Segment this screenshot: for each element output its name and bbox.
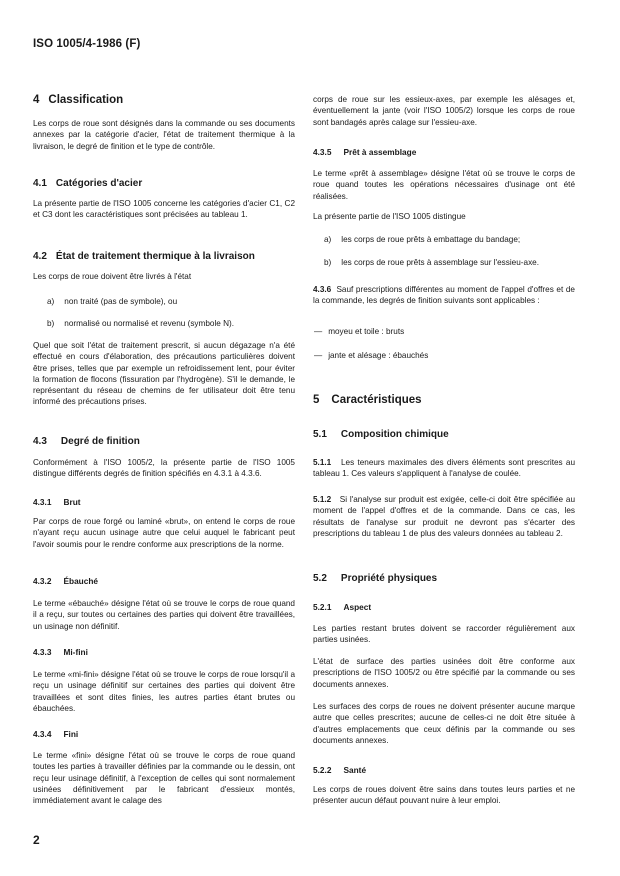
- list-item: — jante et alésage : ébauchés: [314, 351, 429, 360]
- section-5-2-1-heading: 5.2.1 Aspect: [313, 602, 372, 612]
- section-4-3-5-text: Le terme «prêt à assemblage» désigne l'état où se trouve le corps de roue quand toutes les opérations nécessaires d'usinage ont été réalisées.: [313, 169, 575, 201]
- list-item: b) normalisé ou normalisé et revenu (symbole N).: [47, 319, 235, 328]
- section-5-2-1-text-3: Les surfaces des corps de roues ne doivent présenter aucune marque autre que celles prescrites; aucune de celles-ci ne doit être située à d'autres emplacements que ceux définis par la commande ou ses documents annexes.: [313, 702, 575, 745]
- page-number: 2: [33, 833, 40, 847]
- section-4-3-2-heading: 4.3.2 Ébauché: [33, 576, 99, 586]
- section-4-3-text: Conformément à l'ISO 1005/2, la présente partie de l'ISO 1005 distingue différents degrés de finition spécifiés en 4.3.1 à 4.3.6.: [33, 458, 295, 479]
- section-5-2-2-text: Les corps de roues doivent être sains dans toutes leurs parties et ne présenter aucun défaut pouvant nuire à leur emploi.: [313, 785, 575, 806]
- section-4-2-heading: 4.2 État de traitement thermique à la livraison: [33, 251, 255, 262]
- section-4-heading: 4 Classification: [33, 94, 124, 106]
- section-4-3-1-text: Par corps de roue forgé ou laminé «brut», on entend le corps de roue n'ayant reçu aucun usinage autre que celui auquel le fabricant peut l'avoir soumis pour le rendre conforme aux prescriptions de la norme.: [33, 517, 295, 549]
- section-4-3-4-continued: corps de roue sur les essieux-axes, par exemple les alésages et, éventuellement la jante (voir l'ISO 1005/2) lorsque les corps de roue sont bandagés après calage sur l'essieu-axe.: [313, 95, 575, 127]
- section-4-text: Les corps de roue sont désignés dans la commande ou ses documents annexes par la catégorie d'acier, l'état de traitement thermique à la livraison, le degré de finition et le type de contrôle.: [33, 119, 295, 151]
- section-5-1-2-text: 5.1.2 Si l'analyse sur produit est exigée, celle-ci doit être spécifiée au moment de l'appel d'offres et de la commande. Dans ce cas, les résultats de l'analyse sur produit ne devront pas s'écarter des prescriptions du tableau 1 de plus des valeurs données au tableau 2.: [313, 495, 575, 538]
- section-4-3-3-heading: 4.3.3 Mi-fini: [33, 647, 88, 657]
- section-4-3-1-heading: 4.3.1 Brut: [33, 497, 81, 507]
- section-4-3-4-heading: 4.3.4 Fini: [33, 729, 79, 739]
- list-item: b) les corps de roue prêts à assemblage sur l'essieu-axe.: [324, 258, 539, 267]
- section-4-3-4-text: Le terme «fini» désigne l'état où se trouve le corps de roue quand toutes les parties à travailler définies par la commande ou le dessin, ont reçu leur usinage définitif, à l'exception de celles qui sont normalement usinées définitivement par le fabricant d'essieux montés, immédiatement avant le calage des: [33, 751, 295, 806]
- section-4-3-5-intro: La présente partie de l'ISO 1005 distingue: [313, 212, 466, 221]
- section-4-1-heading: 4.1 Catégories d'acier: [33, 178, 143, 189]
- section-5-2-1-text-2: L'état de surface des parties usinées doit être conforme aux prescriptions de l'ISO 1005/2 ou être spécifié par la commande ou ses documents annexes.: [313, 657, 575, 689]
- section-5-heading: 5 Caractéristiques: [313, 394, 422, 406]
- section-4-3-2-text: Le terme «ébauché» désigne l'état où se trouve le corps de roue quand il a reçu, sur toutes ou certaines des parties qui doivent être travaillées, un usinage non définitif.: [33, 599, 295, 631]
- section-5-2-2-heading: 5.2.2 Santé: [313, 765, 367, 775]
- section-4-3-5-heading: 4.3.5 Prêt à assemblage: [313, 147, 417, 157]
- section-5-1-heading: 5.1 Composition chimique: [313, 429, 449, 440]
- section-4-3-heading: 4.3 Degré de finition: [33, 436, 140, 447]
- section-4-3-6-text: 4.3.6 Sauf prescriptions différentes au moment de l'appel d'offres et de la commande, les degrés de finition suivants sont applicables :: [313, 285, 575, 306]
- list-item: a) non traité (pas de symbole), ou: [47, 297, 178, 306]
- list-item: — moyeu et toile : bruts: [314, 327, 405, 336]
- list-item: a) les corps de roue prêts à embattage du bandage;: [324, 235, 521, 244]
- section-4-2-intro: Les corps de roue doivent être livrés à l'état: [33, 272, 192, 281]
- section-5-2-1-text-1: Les parties restant brutes doivent se raccorder régulièrement aux parties usinées.: [313, 624, 575, 645]
- section-4-3-3-text: Le terme «mi-fini» désigne l'état où se trouve le corps de roue lorsqu'il a reçu un usinage définitif sur certaines des parties qui doivent être travaillées et sont dites finies, les autres parties étant brutes ou ébauchées.: [33, 670, 295, 713]
- document-header: ISO 1005/4-1986 (F): [33, 38, 141, 50]
- section-5-1-1-text: 5.1.1 Les teneurs maximales des divers éléments sont prescrites au tableau 1. Ces valeurs s'appliquent à l'analyse de coulée.: [313, 458, 575, 479]
- section-4-1-text: La présente partie de l'ISO 1005 concerne les catégories d'acier C1, C2 et C3 dont les caractéristiques sont précisées au tableau 1.: [33, 199, 295, 220]
- section-5-2-heading: 5.2 Propriété physiques: [313, 573, 438, 584]
- section-4-2-text: Quel que soit l'état de traitement prescrit, si aucun dégazage n'a été effectué en cours d'élaboration, des précautions particulières doivent être prises, telles que par exemple un refroidissement lent, pour éviter la formation de flocons (fissuration par l'hydrogène). S'il le demande, le représentant du réseau de chemins de fer utilisateur doit être tenu informé des précautions prises.: [33, 341, 295, 407]
